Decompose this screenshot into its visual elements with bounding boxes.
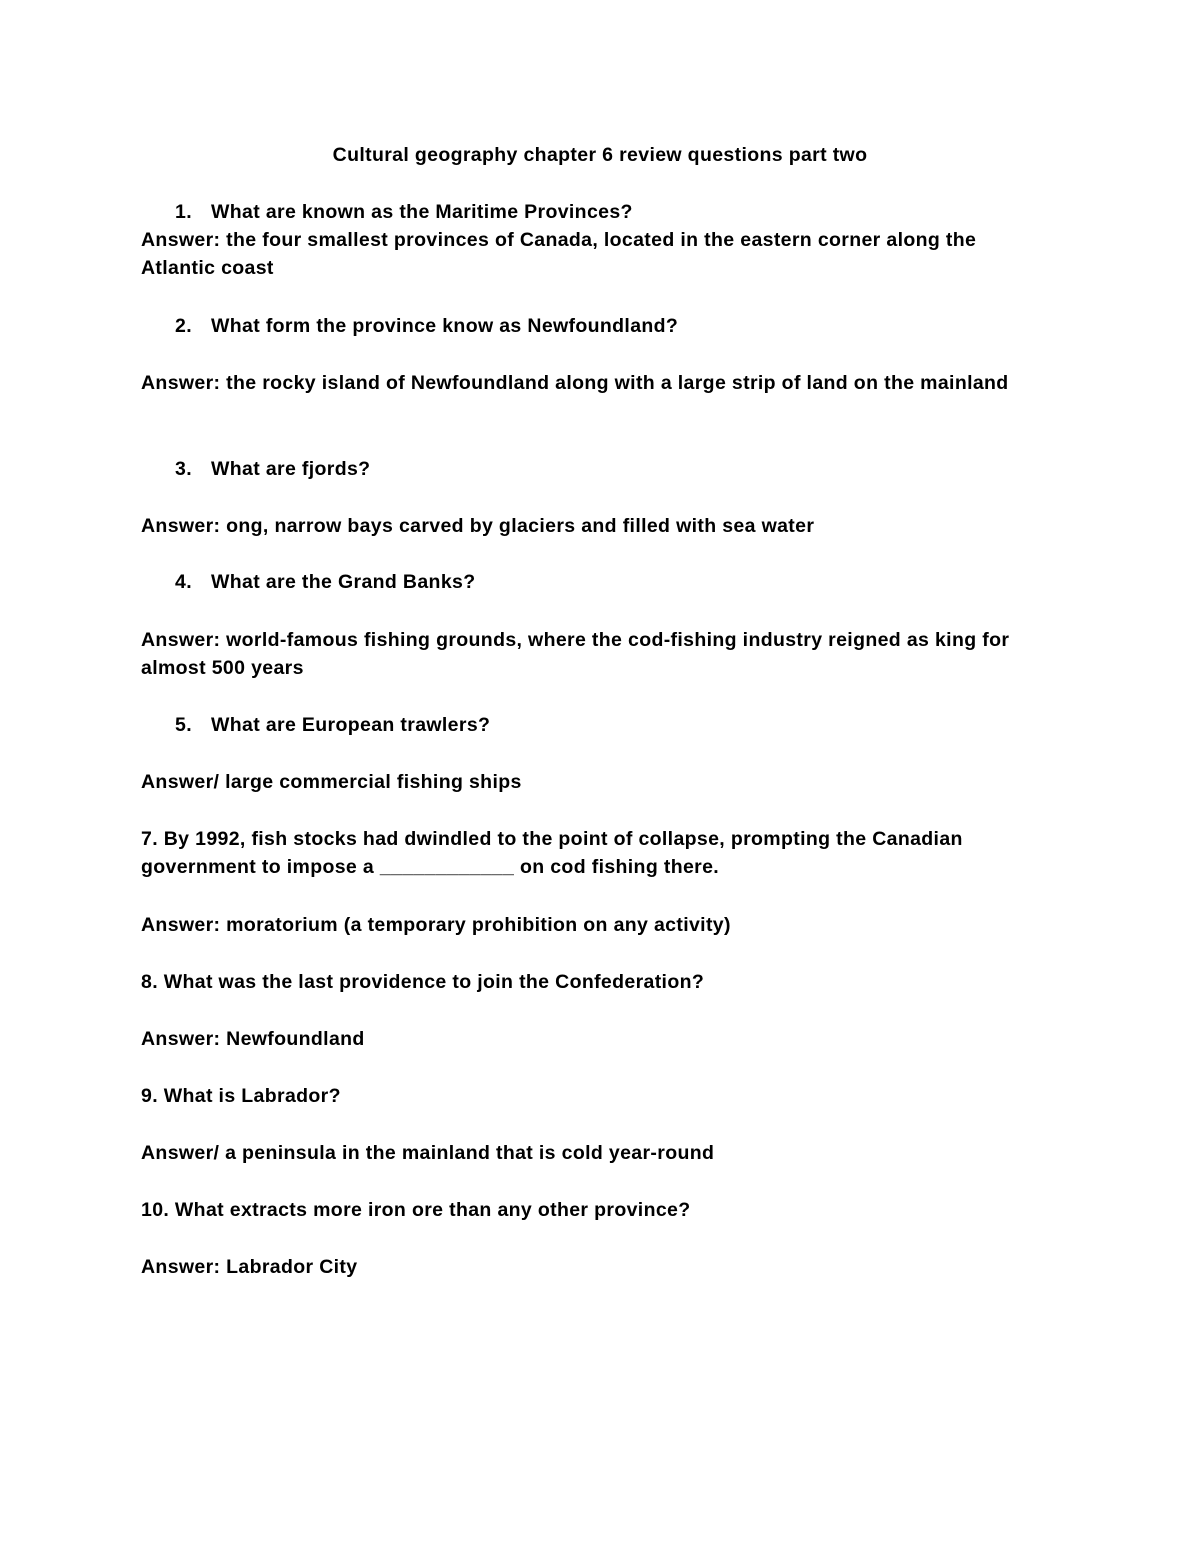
document-title: Cultural geography chapter 6 review questions part two [332,144,868,166]
answer-text: Answer: Newfoundland [141,1028,365,1050]
question-number: 5. [175,714,192,736]
question-number: 1. [175,201,192,223]
question-text: 10. What extracts more iron ore than any other province? [141,1199,691,1221]
question-text: What are known as the Maritime Provinces? [211,201,633,223]
question-number: 3. [175,458,192,480]
answer-text: Answer: the rocky island of Newfoundland along with a large strip of land on the mainland [141,372,1009,394]
question-number: 2. [175,315,192,337]
question-text: What are fjords? [211,458,371,480]
question-text: 7. By 1992, fish stocks had dwindled to the point of collapse, prompting the Canadian government to impose a ____________ on cod fishing there. [141,828,963,878]
question-text: What are the Grand Banks? [211,571,476,593]
question-number: 4. [175,571,192,593]
answer-text: Answer: world-famous fishing grounds, where the cod-fishing industry reigned as king for almost 500 years [141,629,1010,679]
question-text: 8. What was the last providence to join the Confederation? [141,971,705,993]
answer-text: Answer/ large commercial fishing ships [141,771,522,793]
answer-text: Answer: Labrador City [141,1256,358,1278]
answer-text: Answer/ a peninsula in the mainland that is cold year-round [141,1142,715,1164]
question-text: 9. What is Labrador? [141,1085,341,1107]
question-text: What are European trawlers? [211,714,491,736]
answer-text: Answer: the four smallest provinces of Canada, located in the eastern corner along the Atlantic coast [141,229,977,279]
answer-text: Answer: ong, narrow bays carved by glaciers and filled with sea water [141,515,815,537]
answer-text: Answer: moratorium (a temporary prohibition on any activity) [141,914,731,936]
question-text: What form the province know as Newfoundland? [211,315,679,337]
